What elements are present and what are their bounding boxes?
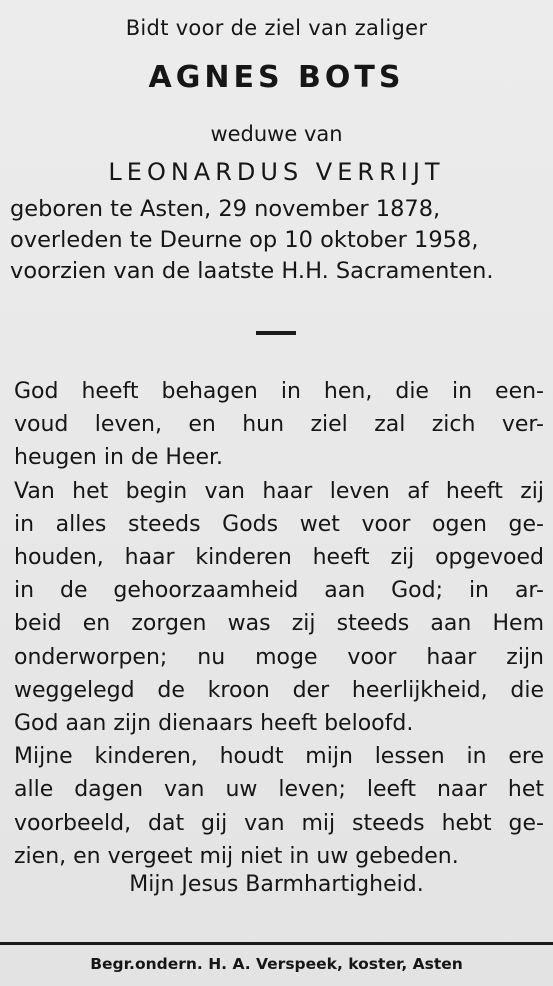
prayer-line: in de gehoorzaamheid aan God; in ar- [14, 578, 544, 604]
divider [256, 331, 296, 335]
prayer-line: Van het begin van haar leven af heeft zij [14, 478, 544, 504]
birth-line: geboren te Asten, 29 november 1878, [10, 196, 441, 222]
prayer-line: in alles steeds Gods wet voor ogen ge- [14, 511, 544, 537]
death-line: overleden te Deurne op 10 oktober 1958, [10, 227, 479, 253]
prayer-line: Mijne kinderen, houdt mijn lessen in ere [14, 744, 544, 770]
prayer-line: alle dagen van uw leven; leeft naar het [14, 777, 544, 803]
prayer-line: weggelegd de kroon der heerlijkheid, die [14, 677, 544, 703]
undertaker-credit: Begr.ondern. H. A. Verspeek, koster, Asten [90, 955, 463, 973]
prayer-line: God heeft behagen in hen, die in een- [14, 379, 544, 404]
life-facts [10, 194, 548, 287]
husband-name: LEONARDUS VERRIJT [108, 158, 445, 186]
prayer-line: God aan zijn dienaars heeft beloofd. [14, 711, 414, 737]
sacraments-line: voorzien van de laatste H.H. Sacramenten. [10, 258, 494, 284]
footer-rule [0, 942, 553, 945]
prayer-line: voud leven, en hun ziel zal zich ver- [14, 412, 544, 438]
prayer-line: beid en zorgen was zij steeds aan Hem [14, 611, 544, 637]
closing-invocation: Mijn Jesus Barmhartigheid. [129, 872, 424, 897]
prayer-line: heugen in de Heer. [14, 445, 224, 471]
prayer-line: zien, en vergeet mij niet in uw gebeden. [14, 843, 459, 869]
intro-line: Bidt voor de ziel van zaliger [125, 16, 428, 40]
prayer-line: houden, haar kinderen heeft zij opgevoed [14, 545, 544, 571]
prayer-text [14, 375, 544, 873]
prayer-line: voorbeeld, dat gij van mij steeds hebt ge- [14, 810, 544, 836]
widow-of-line: weduwe van [210, 122, 343, 146]
deceased-name: AGNES BOTS [148, 60, 405, 95]
prayer-line: onderworpen; nu moge voor haar zijn [14, 644, 544, 670]
